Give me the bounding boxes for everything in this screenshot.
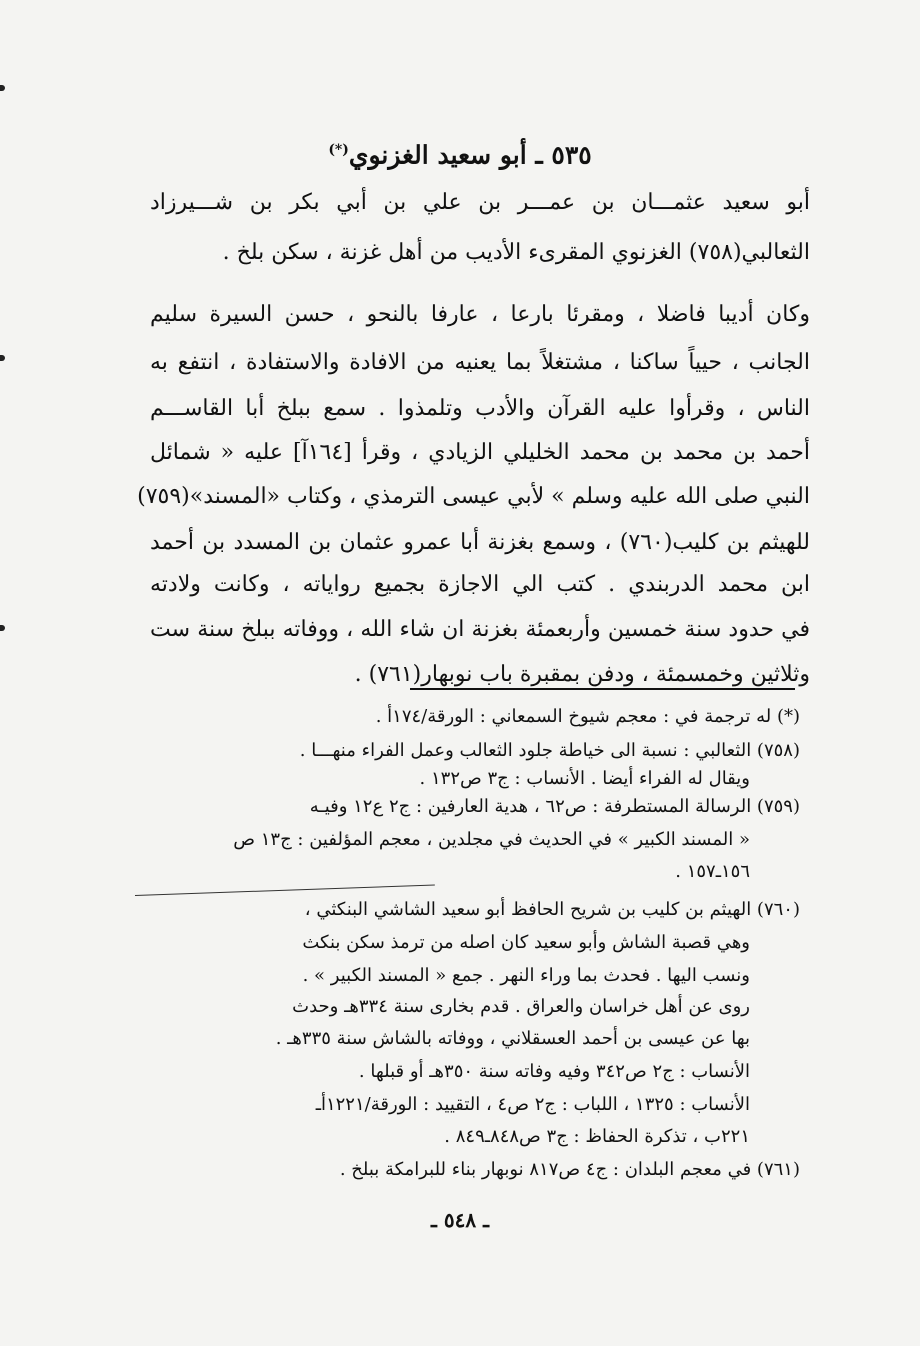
body-line: في حدود سنة خمسين وأربعمئة بغزنة ان شاء الله ، ووفاته ببلخ سنة ست xyxy=(150,617,810,642)
footnote-first-line: (*) له ترجمة في : معجم شيوخ السمعاني : الورقة/١٧٤أ . xyxy=(375,706,800,727)
footnote-separator xyxy=(410,688,795,690)
body-line: وكان أديبا فاضلا ، ومقرئا بارعا ، عارفا بالنحو ، حسن السيرة سليم xyxy=(150,302,810,327)
body-line: ابن محمد الدربندي . كتب الي الاجازة بجميع رواياته ، وكانت ولادته xyxy=(150,572,810,597)
footnote-line: ١٥٦ـ١٥٧ . xyxy=(675,861,750,882)
footnote-line: « المسند الكبير » في الحديث في مجلدين ، معجم المؤلفين : ج١٣ ص xyxy=(233,829,750,850)
body-line: النبي صلى الله عليه وسلم » لأبي عيسى الترمذي ، وكتاب «المسند»(٧٥٩) xyxy=(137,484,810,509)
footnote-first-line: (٧٦٠) الهيثم بن كليب بن شريح الحافظ أبو سعيد الشاشي البنكثي ، xyxy=(304,899,800,920)
footnote-line: الأنساب : ج٢ ص٣٤٢ وفيه وفاته سنة ٣٥٠هـ أو قبلها . xyxy=(358,1061,750,1082)
footnote-line: ونسب اليها . فحدث بما وراء النهر . جمع « المسند الكبير » . xyxy=(302,965,750,986)
body-line: أبو سعيد عثمـــان بن عمـــر بن علي بن أبي بكر بن شـــيرزاد xyxy=(150,190,810,215)
body-line: وثلاثين وخمسمئة ، ودفن بمقبرة باب نوبهار(٧٦١) . xyxy=(354,662,810,687)
body-line: الجانب ، حيياً ساكنا ، مشتغلاً بما يعنيه من الافادة والاستفادة ، انتفع به xyxy=(150,350,810,375)
footnote-line: وهي قصبة الشاش وأبو سعيد كان اصله من ترمذ سكن بنكث xyxy=(302,932,750,953)
entry-title-text: ٥٣٥ ـ أبو سعيد الغزنوي xyxy=(348,140,592,170)
footnote-line: ٢٢١ب ، تذكرة الحفاظ : ج٣ ص٨٤٨ـ٨٤٩ . xyxy=(444,1126,750,1147)
body-line: الثعالبي(٧٥٨) الغزنوي المقرىء الأديب من أهل غزنة ، سكن بلخ . xyxy=(222,240,810,265)
page-number: ـ ٥٤٨ ـ xyxy=(431,1208,489,1232)
footnote-first-line: (٧٥٩) الرسالة المستطرفة : ص٦٢ ، هدية العارفين : ج٢ ع١٢ وفيـه xyxy=(309,796,800,817)
footnote-line: الأنساب : ١٣٢٥ ، اللباب : ج٢ ص٤ ، التقييد : الورقة/١٢٢١أـ xyxy=(315,1094,750,1115)
entry-title xyxy=(300,128,620,172)
margin-mark xyxy=(0,85,5,91)
margin-mark xyxy=(0,355,5,361)
body-line: أحمد بن محمد بن محمد الخليلي الزيادي ، وقرأ [١٦٤آ] عليه « شمائل xyxy=(150,440,810,465)
footnote-line: بها عن عيسى بن أحمد العسقلاني ، ووفاته بالشاش سنة ٣٣٥هـ . xyxy=(275,1028,750,1049)
margin-mark xyxy=(0,625,5,631)
footnote-first-line: (٧٥٨) الثعالبي : نسبة الى خياطة جلود الثعالب وعمل الفراء منهـــا . xyxy=(299,740,800,761)
footnote-line: روى عن أهل خراسان والعراق . قدم بخارى سنة ٣٣٤هـ وحدث xyxy=(292,996,750,1017)
body-line: للهيثم بن كليب(٧٦٠) ، وسمع بغزنة أبا عمرو عثمان بن المسدد بن أحمد xyxy=(150,530,811,555)
body-line: الناس ، وقرأوا عليه القرآن والأدب وتلمذوا . سمع ببلخ أبا القاســـم xyxy=(150,396,810,421)
entry-title-mark: (*) xyxy=(328,142,349,158)
footnote-first-line: (٧٦١) في معجم البلدان : ج٤ ص٨١٧ نوبهار بناء للبرامكة ببلخ . xyxy=(339,1159,800,1180)
footnote-line: ويقال له الفراء أيضا . الأنساب : ج٣ ص١٣٢ . xyxy=(419,768,750,789)
